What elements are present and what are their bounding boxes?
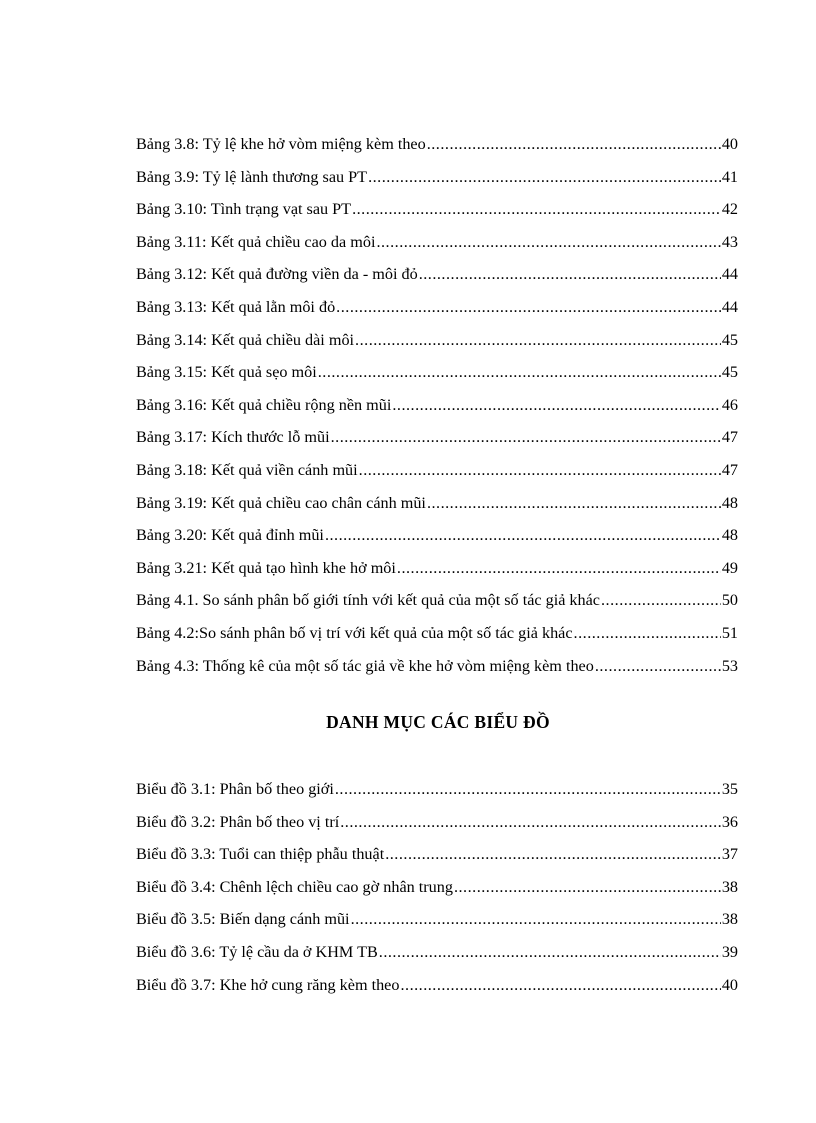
dot-leader: [574, 622, 721, 644]
toc-entry-page: 40: [721, 975, 738, 994]
toc-entry-page: 51: [721, 623, 738, 642]
toc-entry-page: 38: [721, 910, 738, 929]
toc-entry-page: 47: [721, 428, 738, 447]
toc-entry-page: 46: [721, 395, 738, 414]
toc-entry-label: Bảng 4.2:So sánh phân bố vị trí với kết quả của một số tác giả khác: [136, 623, 573, 642]
toc-entry-label: Bảng 3.17: Kích thước lỗ mũi: [136, 428, 330, 447]
toc-entry-label: Biểu đồ 3.4: Chênh lệch chiều cao gờ nhân trung: [136, 877, 453, 896]
toc-entry[interactable]: [136, 811, 738, 844]
dot-leader: [595, 655, 721, 677]
toc-entry-page: 44: [721, 265, 738, 284]
dot-leader: [336, 296, 721, 318]
toc-entry[interactable]: [136, 843, 738, 876]
toc-entry-label: Bảng 3.16: Kết quả chiều rộng nền mũi: [136, 395, 392, 414]
toc-entry-page: 50: [721, 591, 738, 610]
dot-leader: [331, 426, 721, 448]
toc-entry-label: Biểu đồ 3.7: Khe hở cung răng kèm theo: [136, 975, 400, 994]
toc-entry-label: Bảng 3.14: Kết quả chiều dài môi: [136, 330, 355, 349]
toc-entry-label: Bảng 3.8: Tỷ lệ khe hở vòm miệng kèm theo: [136, 135, 426, 153]
dot-leader: [340, 811, 721, 833]
dot-leader: [368, 166, 721, 188]
toc-entry-label: Bảng 3.20: Kết quả đỉnh mũi: [136, 526, 324, 545]
toc-entry-page: 36: [721, 812, 738, 831]
toc-entry-page: 43: [721, 232, 738, 251]
dot-leader: [351, 908, 721, 930]
toc-entry[interactable]: [136, 622, 738, 655]
toc-entry-label: Biểu đồ 3.3: Tuổi can thiệp phẫu thuật: [136, 845, 385, 864]
toc-entry-page: 38: [721, 877, 738, 896]
dot-leader: [400, 974, 720, 996]
dot-leader: [419, 263, 721, 285]
toc-entry[interactable]: [136, 296, 738, 329]
toc-entry-label: Bảng 3.13: Kết quả lằn môi đỏ: [136, 297, 336, 316]
toc-entry-label: Bảng 3.19: Kết quả chiều cao chân cánh mũi: [136, 493, 426, 512]
toc-entry[interactable]: [136, 459, 738, 492]
toc-entry-page: 39: [721, 942, 738, 961]
toc-entry[interactable]: [136, 166, 738, 199]
toc-entry-label: Biểu đồ 3.2: Phân bố theo vị trí: [136, 812, 340, 831]
toc-entry-page: 53: [721, 656, 738, 675]
toc-entry[interactable]: [136, 394, 738, 427]
toc-entry[interactable]: [136, 908, 738, 941]
toc-entry-page: 45: [721, 330, 738, 349]
toc-entry[interactable]: [136, 426, 738, 459]
toc-entry[interactable]: [136, 198, 738, 231]
toc-entry-page: 48: [721, 526, 738, 545]
toc-entry-page: 48: [721, 493, 738, 512]
dot-leader: [454, 876, 721, 898]
dot-leader: [352, 198, 721, 220]
dot-leader: [379, 941, 721, 963]
dot-leader: [392, 394, 720, 416]
toc-entry-page: 40: [721, 135, 738, 153]
toc-entry-page: 35: [721, 780, 738, 798]
dot-leader: [601, 589, 721, 611]
toc-entry-label: Bảng 3.9: Tỷ lệ lành thương sau PT: [136, 167, 368, 186]
toc-entry[interactable]: [136, 941, 738, 974]
dot-leader: [359, 459, 721, 481]
dot-leader: [385, 843, 721, 865]
toc-entry-label: Biểu đồ 3.5: Biến dạng cánh mũi: [136, 910, 350, 929]
dot-leader: [427, 133, 721, 155]
toc-entry[interactable]: [136, 329, 738, 362]
toc-entry[interactable]: [136, 361, 738, 394]
toc-entry[interactable]: [136, 133, 738, 166]
dot-leader: [355, 329, 721, 351]
toc-entry-label: Bảng 3.12: Kết quả đường viền da - môi đỏ: [136, 265, 418, 284]
toc-entry-page: 41: [721, 167, 738, 186]
toc-entry-page: 45: [721, 363, 738, 382]
toc-entry[interactable]: [136, 524, 738, 557]
toc-entry-label: Biểu đồ 3.6: Tỷ lệ cầu da ở KHM TB: [136, 942, 378, 961]
toc-entry-label: Biểu đồ 3.1: Phân bố theo giới: [136, 780, 334, 798]
dot-leader: [325, 524, 721, 546]
toc-entry-page: 42: [721, 200, 738, 219]
table-list: [136, 133, 738, 687]
dot-leader: [376, 231, 720, 253]
toc-entry-label: Bảng 3.21: Kết quả tạo hình khe hở môi: [136, 558, 396, 577]
toc-entry[interactable]: [136, 492, 738, 525]
toc-entry-label: Bảng 3.10: Tình trạng vạt sau PT: [136, 200, 352, 219]
toc-entry-label: Bảng 3.15: Kết quả sẹo môi: [136, 363, 317, 382]
toc-entry[interactable]: [136, 655, 738, 688]
toc-entry-page: 47: [721, 460, 738, 479]
toc-entry-label: Bảng 4.3: Thống kê của một số tác giả về khe hở vòm miệng kèm theo: [136, 656, 594, 675]
toc-entry[interactable]: [136, 231, 738, 264]
chart-list: [136, 778, 738, 1006]
toc-entry[interactable]: [136, 876, 738, 909]
toc-entry[interactable]: [136, 974, 738, 1007]
toc-entry[interactable]: [136, 589, 738, 622]
toc-entry-page: 49: [721, 558, 738, 577]
dot-leader: [318, 361, 721, 383]
toc-entry[interactable]: [136, 557, 738, 590]
dot-leader: [427, 492, 721, 514]
dot-leader: [397, 557, 721, 579]
toc-entry-page: 37: [721, 845, 738, 864]
toc-entry-label: Bảng 3.11: Kết quả chiều cao da môi: [136, 232, 376, 251]
toc-entry-label: Bảng 3.18: Kết quả viền cánh mũi: [136, 460, 358, 479]
section-title: DANH MỤC CÁC BIỂU ĐỒ: [326, 712, 550, 732]
toc-entry[interactable]: [136, 778, 738, 811]
toc-entry-label: Bảng 4.1. So sánh phân bố giới tính với kết quả của một số tác giả khác: [136, 591, 600, 610]
toc-entry-page: 44: [721, 297, 738, 316]
dot-leader: [335, 778, 721, 800]
toc-entry[interactable]: [136, 263, 738, 296]
